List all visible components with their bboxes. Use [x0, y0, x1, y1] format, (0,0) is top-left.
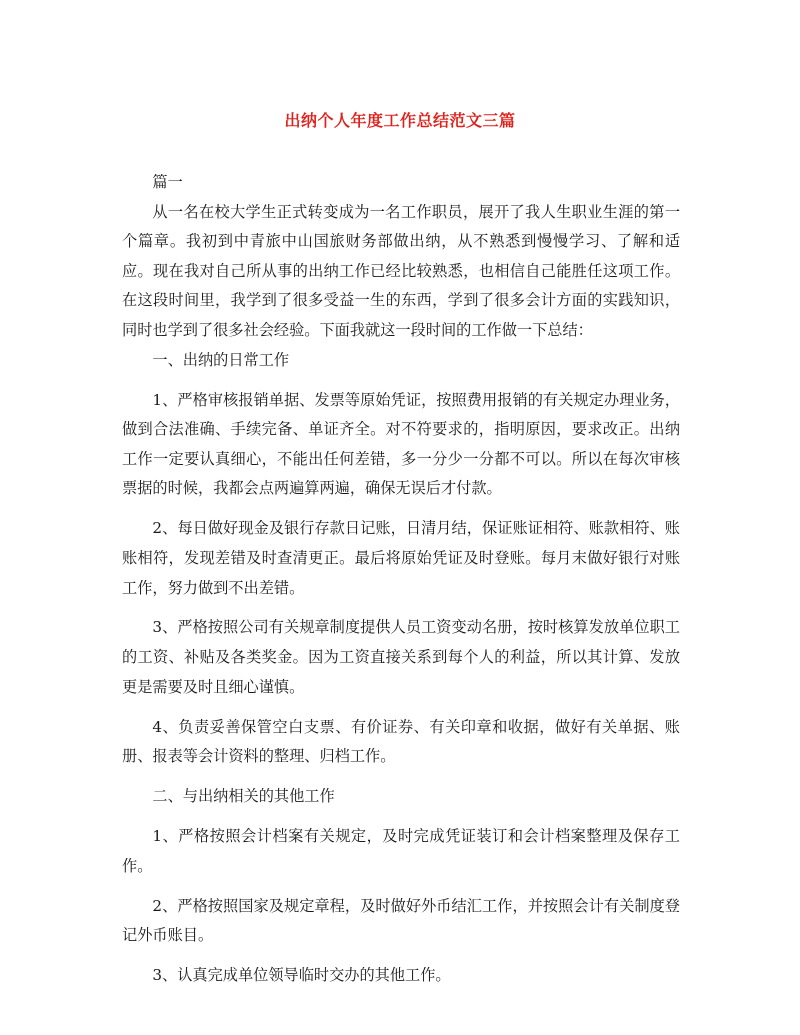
list-item: 4、负责妥善保管空白支票、有价证券、有关印章和收据，做好有关单据、账册、报表等会计资料的整理、归档工作。	[122, 717, 680, 766]
section-heading-daily-work: 一、出纳的日常工作	[152, 350, 290, 369]
document-body	[122, 168, 680, 1001]
list-item: 3、认真完成单位领导临时交办的其他工作。	[152, 966, 451, 985]
list-item: 2、严格按照国家及规定章程，及时做好外币结汇工作，并按照会计有关制度登记外币账目。	[122, 896, 680, 945]
list-item: 1、严格审核报销单据、发票等原始凭证，按照费用报销的有关规定办理业务，做到合法准确、手续完备、单证齐全。对不符要求的，指明原因，要求改正。出纳工作一定要认真细心，不能出任何差错，多一分少一分都不可以。所以在每次审核票据的时候，我都会点两遍算两遍，确保无误后才付款。	[122, 390, 680, 498]
document-title: 出纳个人年度工作总结范文三篇	[284, 111, 516, 130]
list-item: 1、严格按照会计档案有关规定，及时完成凭证装订和会计档案整理及保存工作。	[122, 827, 680, 875]
list-item: 2、每日做好现金及银行存款日记账，日清月结，保证账证相符、账款相符、账账相符，发现差错及时查清更正。最后将原始凭证及时登账。每月末做好银行对账工作，努力做到不出差错。	[122, 519, 680, 597]
section-label: 篇一	[152, 173, 183, 191]
section-heading-other-work: 二、与出纳相关的其他工作	[152, 787, 335, 806]
list-item: 3、严格按照公司有关规章制度提供人员工资变动名册，按时核算发放单位职工的工资、补贴及各类奖金。因为工资直接关系到每个人的利益，所以其计算、发放更是需要及时且细心谨慎。	[122, 618, 680, 696]
intro-paragraph: 从一名在校大学生正式转变成为一名工作职员，展开了我人生职业生涯的第一个篇章。我初到中青旅中山国旅财务部做出纳，从不熟悉到慢慢学习、了解和适应。现在我对自己所从事的出纳工作已经比较熟悉，也相信自己能胜任这项工作。在这段时间里，我学到了很多受益一生的东西，学到了很多会计方面的实践知识，同时也学到了很多社会经验。下面我就这一段时间的工作做一下总结：	[122, 202, 680, 339]
